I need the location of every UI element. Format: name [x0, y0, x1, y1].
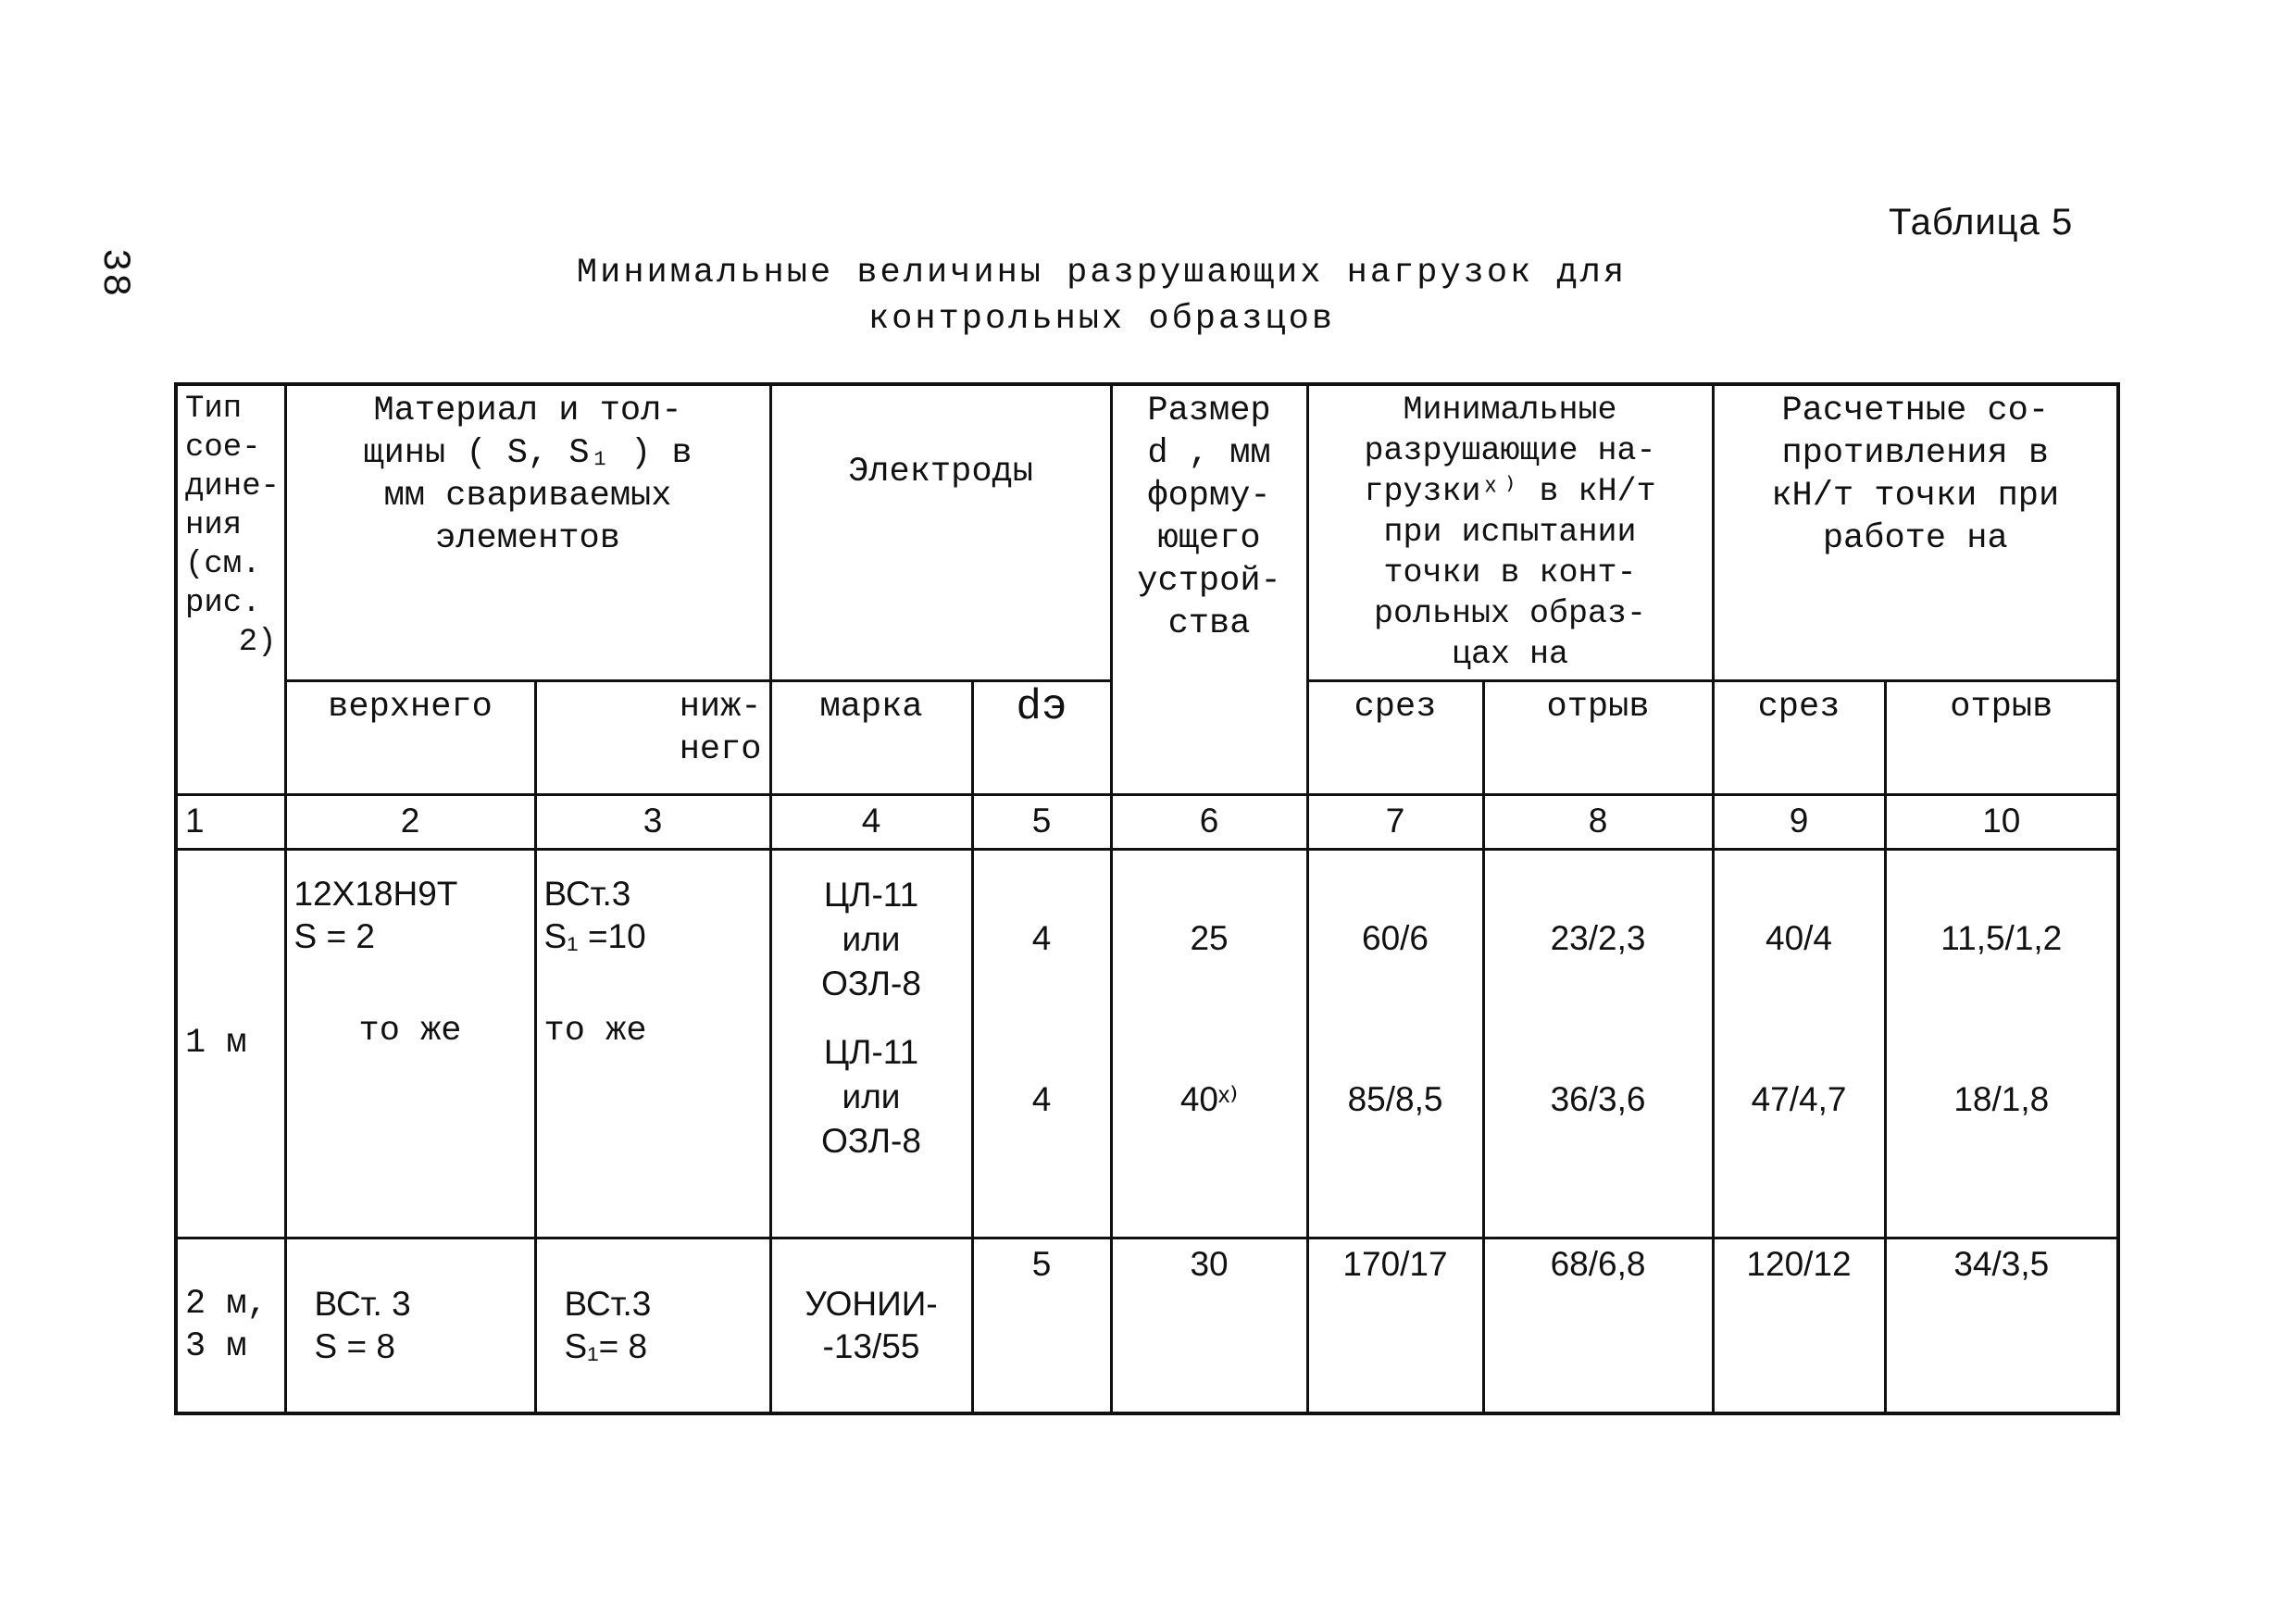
row-electrode-grade: УОНИИ- -13/55	[770, 1238, 972, 1413]
column-number: 2	[285, 794, 535, 849]
row-load-shear: 60/6 85/8,5	[1307, 849, 1483, 1238]
row-size-d: 30	[1111, 1238, 1307, 1413]
page-number: 38	[93, 248, 137, 299]
row-type: 1 м	[176, 849, 285, 1238]
title-line: Минимальные величины разрушающих нагрузок для	[576, 254, 1628, 292]
subheader-grade: марка	[770, 680, 972, 794]
row-resistance-shear: 40/4 47/4,7	[1713, 849, 1885, 1238]
row-resistance-tear: 34/3,5	[1885, 1238, 2118, 1413]
row-type: 2 м, 3 м	[176, 1238, 285, 1413]
column-number: 5	[972, 794, 1111, 849]
row-load-shear: 170/17	[1307, 1238, 1483, 1413]
column-number: 4	[770, 794, 972, 849]
table-label: Таблица 5	[1889, 202, 2074, 243]
header-material: Материал и тол- щины ( S, S₁ ) в мм свариваемых элементов	[285, 384, 770, 680]
row-upper-material: 12Х18Н9Т S = 2 то же	[285, 849, 535, 1238]
row-upper-material: ВСт. 3 S = 8	[285, 1238, 535, 1413]
column-number: 3	[535, 794, 770, 849]
row-electrode-diameter: 5	[972, 1238, 1111, 1413]
row-lower-material: ВСт.3 S₁= 8	[535, 1238, 770, 1413]
subheader-lower: ниж- него	[535, 680, 770, 794]
row-lower-material: ВСт.3 S₁ =10 то же	[535, 849, 770, 1238]
column-number: 9	[1713, 794, 1885, 849]
column-number: 7	[1307, 794, 1483, 849]
subheader-tear: отрыв	[1885, 680, 2118, 794]
row-size-d: 25 40ˣ⁾	[1111, 849, 1307, 1238]
header-resistance: Расчетные со- противления в кН/т точки при работе на	[1713, 384, 2118, 680]
column-number: 6	[1111, 794, 1307, 849]
header-electrodes: Электроды	[770, 384, 1111, 680]
table-title	[518, 250, 1685, 342]
row-resistance-shear: 120/12	[1713, 1238, 1885, 1413]
header-type: Тип сое- дине- ния (см. рис. 2)	[176, 384, 285, 794]
data-table	[174, 382, 2120, 1415]
column-number: 10	[1885, 794, 2118, 849]
row-load-tear: 23/2,3 36/3,6	[1483, 849, 1713, 1238]
row-resistance-tear: 11,5/1,2 18/1,8	[1885, 849, 2118, 1238]
column-number: 1	[176, 794, 285, 849]
header-size: Размер d , мм форму- ющего устрой- ства	[1111, 384, 1307, 794]
row-electrode-grade: ЦЛ-11 или ОЗЛ-8 ЦЛ-11 или ОЗЛ-8	[770, 849, 972, 1238]
column-number: 8	[1483, 794, 1713, 849]
title-line: контрольных образцов	[867, 300, 1336, 339]
subheader-de: dэ	[972, 680, 1111, 794]
row-load-tear: 68/6,8	[1483, 1238, 1713, 1413]
subheader-upper: верхнего	[285, 680, 535, 794]
subheader-shear: срез	[1307, 680, 1483, 794]
subheader-shear: срез	[1713, 680, 1885, 794]
subheader-tear: отрыв	[1483, 680, 1713, 794]
row-electrode-diameter: 4 4	[972, 849, 1111, 1238]
header-min-loads: Минимальные разрушающие на- грузкиˣ⁾ в кН/т при испытании точки в конт- рольных образ- цах на	[1307, 384, 1713, 680]
